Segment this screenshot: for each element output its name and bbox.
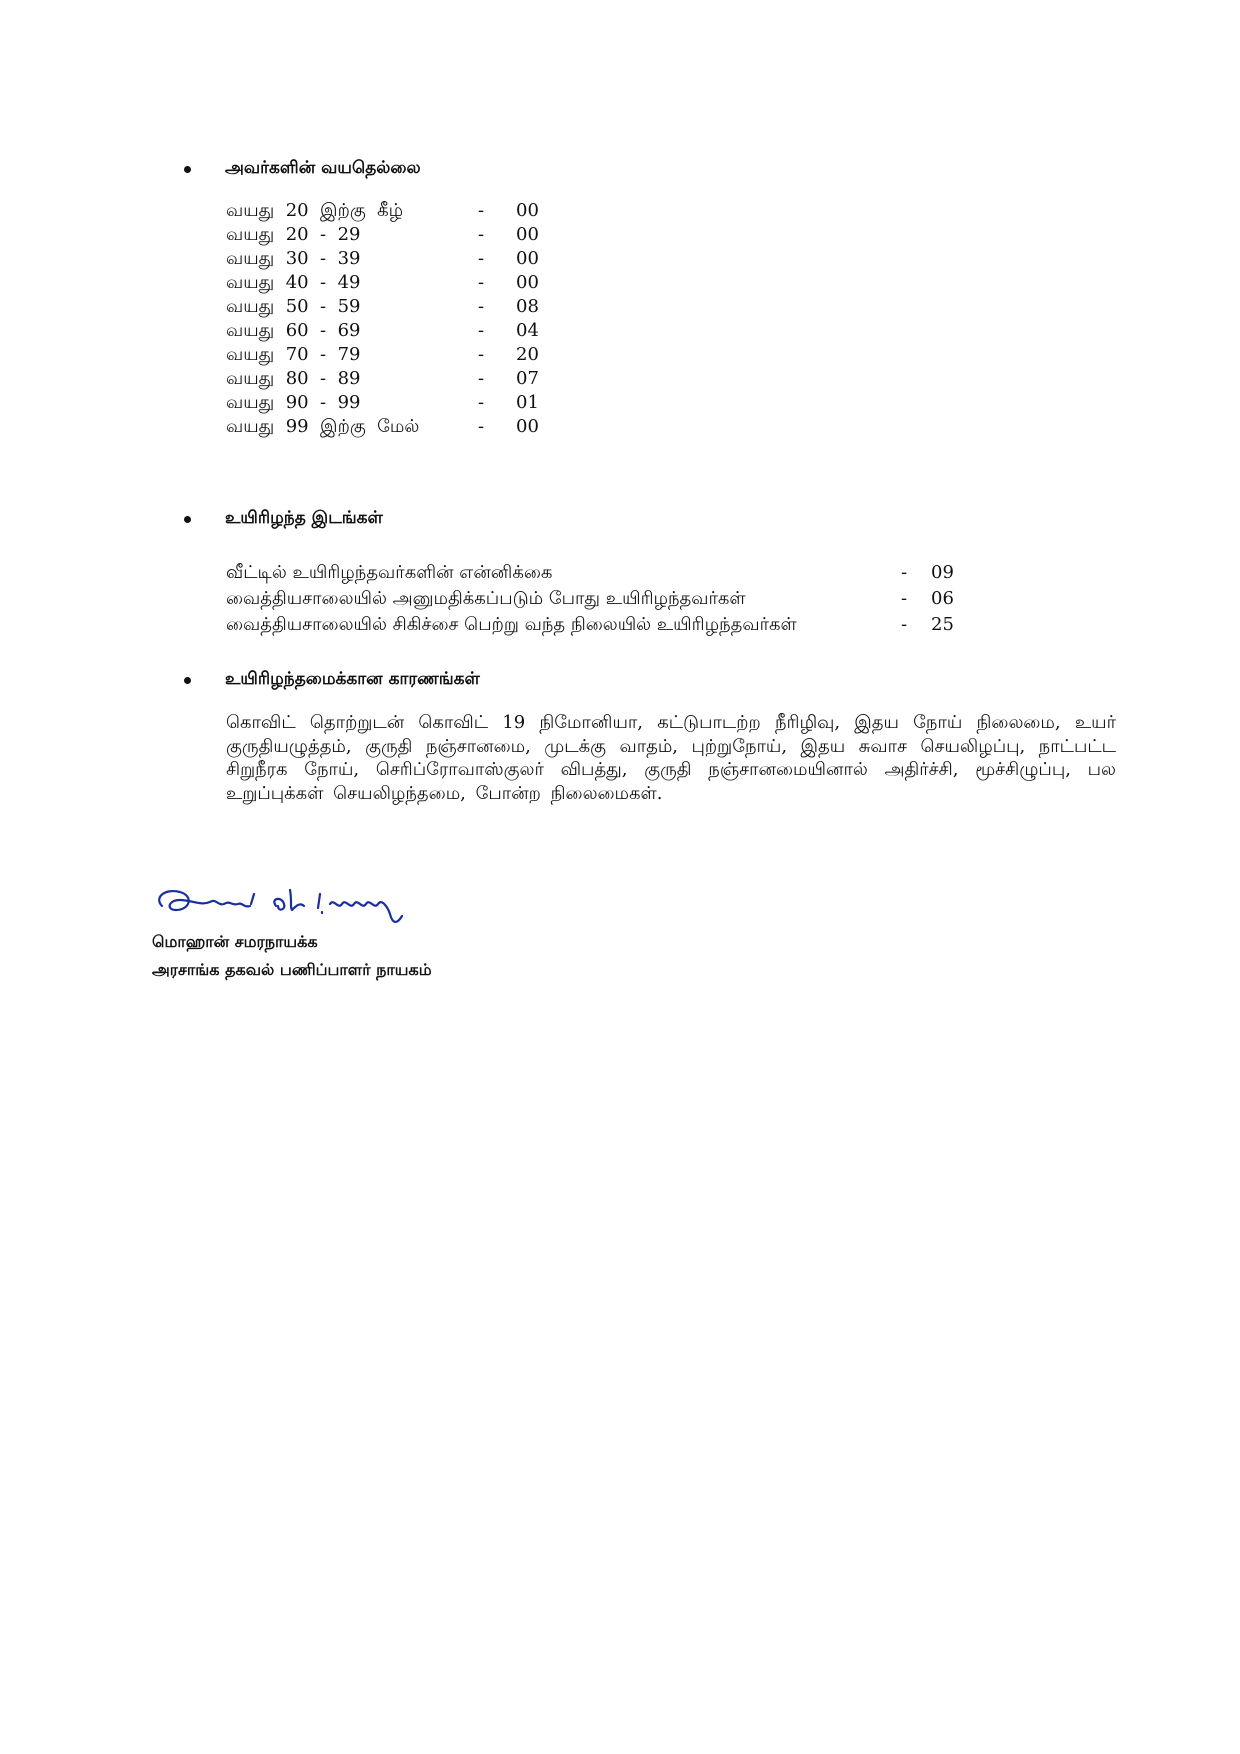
- signatory-title: அரசாங்க தகவல் பணிப்பாளர் நாயகம்: [152, 960, 432, 979]
- age-range-table: [226, 199, 556, 439]
- age-label: வயது 99 இற்கு மேல்: [226, 416, 420, 437]
- place-dash: -: [901, 588, 908, 609]
- age-row: [226, 343, 556, 367]
- place-dash: -: [901, 562, 908, 583]
- age-label: வயது 80 - 89: [226, 368, 361, 389]
- age-section-heading: [184, 158, 421, 180]
- age-label: வயது 20 - 29: [226, 224, 361, 245]
- age-row: [226, 319, 556, 343]
- age-label: வயது 60 - 69: [226, 320, 361, 341]
- age-label: வயது 50 - 59: [226, 296, 361, 317]
- age-row: [226, 247, 556, 271]
- place-label: வைத்தியசாலையில் சிகிச்சை பெற்று வந்த நிலையில் உயிரிழந்தவர்கள்: [226, 614, 797, 635]
- place-dash: -: [901, 614, 908, 635]
- bullet-icon: [184, 516, 191, 523]
- causes-paragraph: கொவிட் தொற்றுடன் கொவிட் 19 நிமோனியா, கட்டுபாடற்ற நீரிழிவு, இதய நோய் நிலைமை, உயர் குருதியழுத்தம், குருதி நஞ்சானமை, முடக்கு வாதம், புற்றுநோய், இதய சுவாச செயலிழப்பு, நாட்பட்ட சிறுநீரக நோய், செரிப்ரோவாஸ்குலர் விபத்து, குருதி நஞ்சானமையினால் அதிர்ச்சி, மூச்சிழுப்பு, பல உறுப்புக்கள் செயலிழந்தமை, போன்ற நிலைமைகள்.: [226, 712, 1116, 804]
- bullet-icon: [184, 677, 191, 684]
- age-count: 01: [516, 392, 539, 413]
- place-row: [226, 586, 971, 612]
- age-count: 20: [516, 344, 539, 365]
- age-label: வயது 70 - 79: [226, 344, 361, 365]
- age-row: [226, 199, 556, 223]
- age-label: வயது 90 - 99: [226, 392, 361, 413]
- causes-heading-text: உயிரிழந்தமைக்கான காரணங்கள்: [225, 669, 480, 689]
- age-row: [226, 295, 556, 319]
- age-count: 04: [516, 320, 539, 341]
- age-dash: -: [478, 296, 485, 317]
- age-count: 00: [516, 200, 539, 221]
- age-dash: -: [478, 344, 485, 365]
- place-count: 06: [931, 588, 954, 609]
- age-count: 00: [516, 248, 539, 269]
- handwritten-signature: [150, 876, 435, 936]
- age-count: 00: [516, 272, 539, 293]
- causes-section-heading: [184, 669, 480, 691]
- age-dash: -: [478, 416, 485, 437]
- age-count: 00: [516, 224, 539, 245]
- age-dash: -: [478, 320, 485, 341]
- signatory-name: மொஹான் சமரநாயக்க: [152, 932, 318, 951]
- age-row: [226, 367, 556, 391]
- age-row: [226, 223, 556, 247]
- place-label: வைத்தியசாலையில் அனுமதிக்கப்படும் போது உயிரிழந்தவர்கள்: [226, 588, 746, 609]
- place-row: [226, 560, 971, 586]
- places-heading-text: உயிரிழந்த இடங்கள்: [225, 508, 383, 528]
- age-dash: -: [478, 272, 485, 293]
- bullet-icon: [184, 166, 191, 173]
- age-dash: -: [478, 224, 485, 245]
- age-row: [226, 415, 556, 439]
- place-row: [226, 612, 971, 638]
- places-section-heading: [184, 508, 383, 530]
- age-heading-text: அவர்களின் வயதெல்லை: [225, 158, 421, 178]
- place-count: 09: [931, 562, 954, 583]
- age-dash: -: [478, 248, 485, 269]
- age-count: 08: [516, 296, 539, 317]
- place-count: 25: [931, 614, 954, 635]
- death-places-table: [226, 560, 971, 638]
- age-count: 07: [516, 368, 539, 389]
- age-label: வயது 30 - 39: [226, 248, 361, 269]
- age-dash: -: [478, 392, 485, 413]
- place-label: வீட்டில் உயிரிழந்தவர்களின் என்னிக்கை: [226, 562, 553, 583]
- age-dash: -: [478, 368, 485, 389]
- age-row: [226, 391, 556, 415]
- age-count: 00: [516, 416, 539, 437]
- age-row: [226, 271, 556, 295]
- age-dash: -: [478, 200, 485, 221]
- age-label: வயது 40 - 49: [226, 272, 361, 293]
- age-label: வயது 20 இற்கு கீழ்: [226, 200, 404, 221]
